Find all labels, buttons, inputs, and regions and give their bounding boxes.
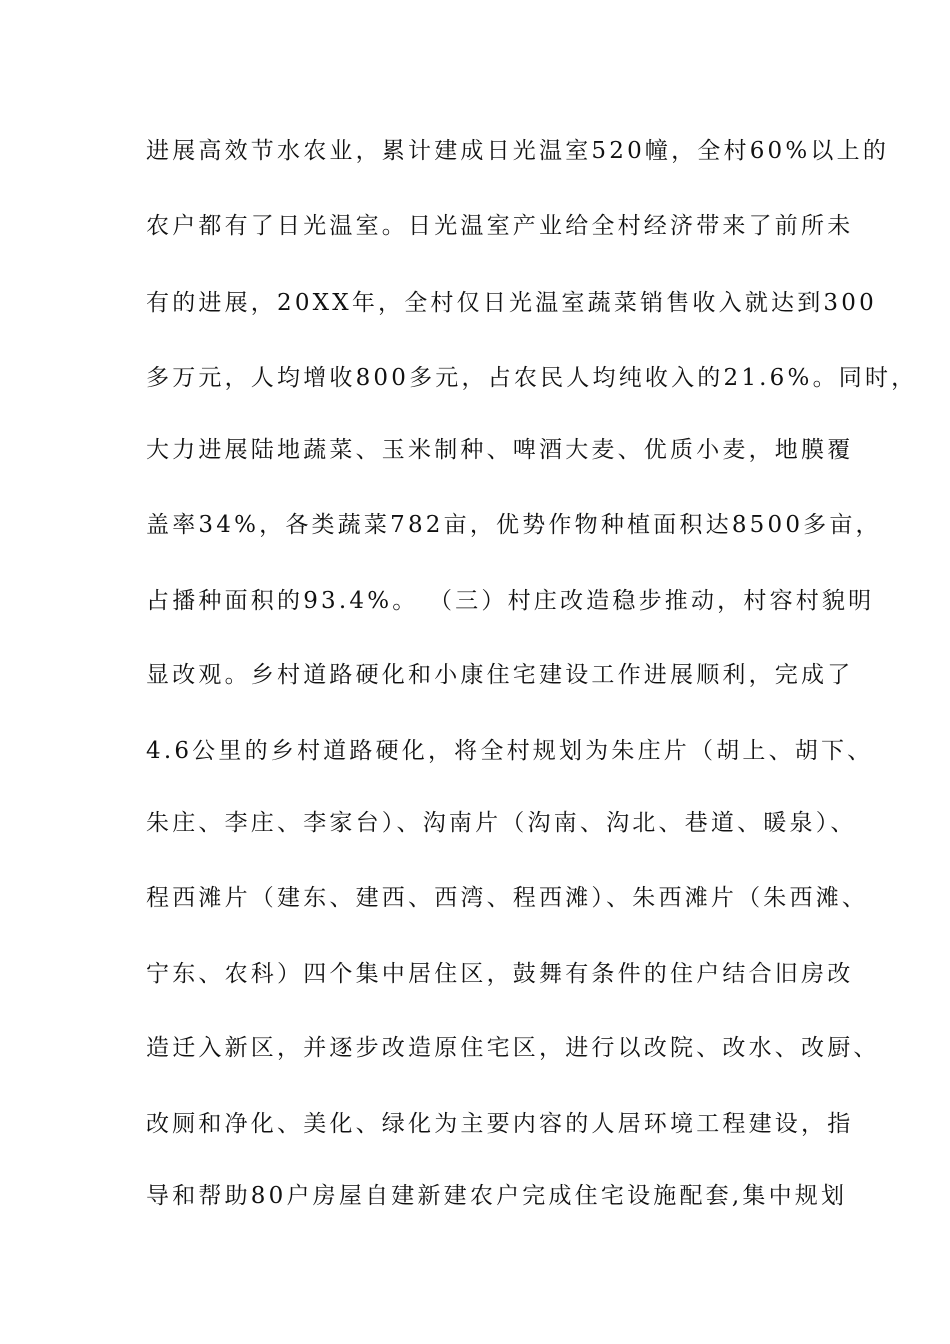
text-line: 改厕和净化、美化、绿化为主要内容的人居环境工程建设，指 <box>146 1111 854 1137</box>
text-line: 宁东、农科）四个集中居住区，鼓舞有条件的住户结合旧房改 <box>146 961 854 987</box>
text-line: 导和帮助80户房屋自建新建农户完成住宅设施配套,集中规划 <box>146 1183 848 1209</box>
text-line: 进展高效节水农业，累计建成日光温室520幢，全村60%以上的 <box>146 138 890 164</box>
text-line: 朱庄、李庄、李家台）、沟南片（沟南、沟北、巷道、暖泉）、 <box>146 810 857 836</box>
text-line: 造迁入新区，并逐步改造原住宅区，进行以改院、改水、改厨、 <box>146 1035 880 1061</box>
text-line: 4.6公里的乡村道路硬化，将全村规划为朱庄片（胡上、胡下、 <box>146 738 874 764</box>
text-line: 大力进展陆地蔬菜、玉米制种、啤酒大麦、优质小麦，地膜覆 <box>146 437 854 463</box>
text-line: 多万元，人均增收800多元，占农民人均纯收入的21.6%。同时， <box>146 365 918 391</box>
text-line: 有的进展，20XX年，全村仅日光温室蔬菜销售收入就达到300 <box>146 290 877 316</box>
text-line: 盖率34%，各类蔬菜782亩，优势作物种植面积达8500多亩， <box>146 512 882 538</box>
text-line: 农户都有了日光温室。日光温室产业给全村经济带来了前所未 <box>146 213 854 239</box>
text-line: 显改观。乡村道路硬化和小康住宅建设工作进展顺利，完成了 <box>146 662 854 688</box>
text-line: 程西滩片（建东、建西、西湾、程西滩）、朱西滩片（朱西滩、 <box>146 885 869 911</box>
text-line: 占播种面积的93.4%。 （三）村庄改造稳步推动，村容村貌明 <box>146 588 875 614</box>
